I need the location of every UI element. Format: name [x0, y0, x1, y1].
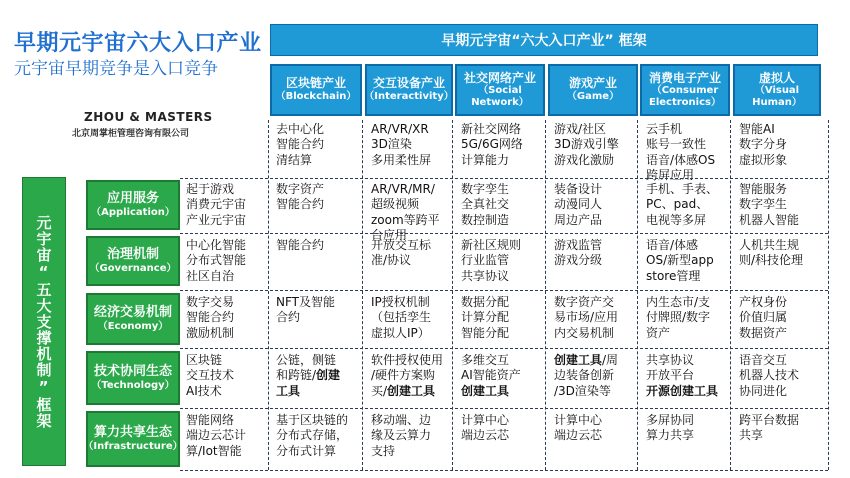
column-header-title: 社交网络产业	[463, 70, 536, 85]
grid-cell: 移动端、边 缘及云算力 支持	[371, 413, 432, 458]
sidebar-label	[22, 177, 66, 466]
grid-cell: 创建工具/周 边装备创新 /3D渲染等	[554, 353, 619, 398]
grid-cell: 计算中心 端边云芯	[461, 413, 510, 443]
framework-banner: 早期元宇宙“六大入口产业” 框架	[270, 24, 818, 56]
column-header	[270, 64, 362, 116]
grid-divider	[637, 120, 638, 470]
row-header	[86, 236, 180, 286]
grid-divider	[452, 120, 453, 470]
column-header	[733, 64, 821, 116]
grid-divider	[545, 120, 546, 470]
grid-cell: 智能合约	[276, 238, 325, 252]
column-header-subtitle: （Consumer Electronics）	[649, 85, 721, 108]
grid-cell: 数字孪生 全真社交 数控制造	[461, 182, 510, 227]
row-description: 智能网络 端边云芯计 算/Iot智能	[186, 413, 247, 458]
grid-cell: NFT及智能 合约	[276, 295, 335, 325]
column-intro: 新社交网络 5G/6G网络 计算能力	[461, 122, 523, 167]
row-header-subtitle: （Application）	[91, 206, 175, 218]
row-description: 数字交易 智能合约 激励机制	[186, 295, 235, 340]
column-header-title: 交互设备产业	[372, 76, 445, 91]
column-intro: 智能AI 数字分身 虚拟形象	[739, 122, 788, 167]
grid-divider	[828, 120, 829, 470]
grid-cell: 数据分配 计算分配 智能分配	[461, 295, 510, 340]
column-header-title: 虚拟人	[758, 70, 795, 85]
logo-name: ZHOU & MASTERS	[84, 110, 213, 124]
grid-cell: 开放交互标 准/协议	[371, 238, 432, 268]
column-header	[365, 64, 453, 116]
row-header-subtitle: （Technology）	[91, 379, 175, 391]
grid-cell: 游戏监管 游戏分级	[554, 238, 603, 268]
grid-divider	[730, 120, 731, 470]
grid-divider	[180, 470, 828, 471]
grid-cell: 内生态市/支 付牌照/数字 资产	[646, 295, 711, 340]
grid-cell: 数字资产交 易市场/应用 内交易机制	[554, 295, 619, 340]
logo-company: 北京周掌柜管理咨询有限公司	[72, 129, 190, 139]
grid-divider	[362, 120, 363, 470]
row-header-title: 经济交易机制	[93, 305, 172, 321]
row-header	[83, 411, 183, 467]
column-header-subtitle: （Interactivity）	[364, 91, 454, 103]
column-header-subtitle: （Game）	[566, 91, 620, 103]
row-header	[86, 293, 180, 345]
row-header	[86, 180, 180, 230]
column-header	[548, 64, 638, 116]
grid-cell: 人机共生规 则/科技伦理	[739, 238, 804, 268]
slide-subtitle: 元宇宙早期竞争是入口竞争	[14, 59, 218, 79]
column-intro: 游戏/社区 3D游戏引擎 游戏化激励	[554, 122, 619, 167]
column-intro: 去中心化 智能合约 清结算	[276, 122, 325, 167]
slide-title: 早期元宇宙六大入口产业	[14, 31, 262, 56]
grid-cell: 产权身份 价值归属 数据资产	[739, 295, 788, 340]
grid-cell: 跨平台数据 共享	[739, 413, 800, 443]
row-header	[86, 351, 180, 405]
grid-cell: 智能服务 数字孪生 机器人智能	[739, 182, 800, 227]
column-header-subtitle: （Social Network）	[471, 85, 529, 108]
row-description: 中心化智能 分布式智能 社区自治	[186, 238, 247, 283]
grid-cell: 共享协议 开放平台 开源创建工具	[646, 353, 719, 398]
grid-cell: 基于区块链的 分布式存储， 分布式计算	[276, 413, 349, 458]
column-header-title: 消费电子产业	[648, 70, 721, 85]
grid-divider	[268, 120, 269, 470]
column-header	[455, 64, 545, 116]
grid-cell: 手机、手表、 PC、pad、 电视等多屏	[646, 182, 719, 227]
row-header-title: 应用服务	[106, 191, 159, 207]
grid-cell: 计算中心 端边云芯	[554, 413, 603, 443]
row-description: 起于游戏 消费元宇宙 产业元宇宙	[186, 182, 247, 227]
row-header-subtitle: （Infrastructure）	[83, 440, 183, 452]
grid-cell: 语音/体感 OS/新型app store管理	[646, 238, 714, 283]
column-header-subtitle: （Visual Human）	[752, 85, 802, 108]
row-header-title: 治理机制	[106, 247, 159, 263]
column-header-title: 区块链产业	[285, 76, 346, 91]
grid-cell: 多维交互 AI智能资产 创建工具	[461, 353, 521, 398]
grid-cell: 新社区规则 行业监管 共享协议	[461, 238, 522, 283]
column-intro: 云手机 账号一致性 语音/体感OS 跨屏应用	[646, 122, 716, 183]
grid-cell: 语音交互 机器人技术 协同进化	[739, 353, 800, 398]
grid-cell: 软件授权使用 /硬件方案购 买/创建工具	[371, 353, 444, 398]
grid-cell: 公链，侧链 和跨链/创建 工具	[276, 353, 341, 398]
sidebar-text: 元宇宙“五大支撑机制”框架	[34, 214, 53, 429]
row-header-subtitle: （Economy）	[97, 320, 169, 332]
column-header-title: 游戏产业	[568, 76, 617, 91]
column-intro: AR/VR/XR 3D渲染 多用柔性屏	[371, 122, 432, 167]
grid-cell: IP授权机制 （包括孪生 虚拟人IP）	[371, 295, 432, 340]
grid-cell: 多屏协同 算力共享	[646, 413, 695, 443]
row-description: 区块链 交互技术 AI技术	[186, 353, 235, 398]
grid-cell: 数字资产 智能合约	[276, 182, 325, 212]
row-header-title: 技术协同生态	[93, 364, 172, 380]
row-header-title: 算力共享生态	[93, 425, 172, 441]
column-header	[640, 64, 730, 116]
grid-cell: 装备设计 动漫同人 周边产品	[554, 182, 603, 227]
column-header-subtitle: （Blockchain）	[275, 91, 357, 103]
row-header-subtitle: （Governance）	[89, 262, 177, 274]
grid-cell: AR/VR/MR/ 超级视频 zoom等跨平 台应用	[371, 182, 440, 243]
